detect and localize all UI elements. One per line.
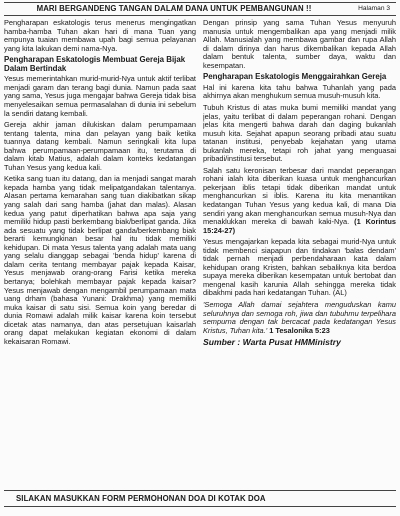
page-number: Halaman 3 bbox=[358, 5, 390, 12]
right-intro-paragraph: Dengan prinsip yang sama Tuhan Yesus menyuruh manusia untuk mengembalikan apa yang menjadi milik Allah. Manusialah yang membawa gambar dan rupa Allah di dalam dirinya dan harus dikembalikan kepada Allah dalam bentuk talenta, sumber daya, waktu dan kesempatan. bbox=[203, 19, 396, 70]
right-paragraph-1: Hal ini karena kita tahu bahwa Tuhanlah yang pada akhirnya akan menghukum semua musuh-musuh kita. bbox=[203, 82, 396, 101]
closing-quote bbox=[203, 301, 396, 335]
page-footer bbox=[4, 490, 396, 507]
quote-reference: 1 Tesalonika 5:23 bbox=[269, 325, 330, 335]
right-paragraph-4: Yesus mengajarkan kepada kita sebagai murid-Nya untuk tidak membenci siapapun dan tindakan 'balas dendam' tidak pernah menjadi perbendaharaan kata dalam kehidupan orang Kristen, bahkan sebaliknya kita berdoa supaya mereka diberikan kesempatan untuk bertobat dan mengenal kasih karunia Allah sehingga mereka tidak dibakhmi pada hari kedatangan Tuhan. (AL) bbox=[203, 237, 396, 298]
left-section-heading: Pengharapan Eskatologis Membuat Gereja Bijak Dalam Bertindak bbox=[4, 55, 186, 73]
left-paragraph-2: Gereja akhir jaman dilukiskan dalam perumpamaan tentang talenta, mina dan pelayan yang baik ketika tuannya datang kembali. Namun seringkali kita lupa bahwa perumpamaan-perumpamaan itu, terutama di dalam kitab Matius, adalah dalam konteks kedatangan Tuhan Yesus yang kedua kali. bbox=[4, 120, 196, 172]
quote-text: 'Semoga Allah damai sejahtera menguduskan kamu seluruhnya dan semoga roh, jiwa dan tubuhmu terpelihara sempurna dengan tak bercacat pada kedatangan Yesus Kristus, Tuhan kita.' bbox=[203, 300, 396, 335]
right-paragraph-3-text: Salah satu keronisan terbesar dari mandat peperangan rohani ialah kita diberikan kuasa untuk menghancurkan pekerjaan iblis tetapi tidak diberikan mandat untuk menghancurkan si iblis. Karena itu kita menantikan kedatangan Tuhan Yesus yang kedua kali, di mana Dia sendiri yang akan menghancurkan semua musuh-Nya dan menaklukkan mereka di bawah kaki-Nya. bbox=[203, 165, 396, 227]
right-paragraph-2: Tubuh Kristus di atas muka bumi memiliki mandat yang jelas, yaitu terlibat di dalam peperangan rohani. Dengan jelas kita mengerti bahwa darah dan daging bukanlah musuh kita. Sejahat apapun seorang pribadi atau suatu tatanan institusi, penyebab kejahatan yang utama bukanlah mereka, tetapi roh jahat yang menguasai pribadi/institusi tersebut. bbox=[203, 102, 396, 164]
left-paragraph-3: Ketika sang tuan itu datang, dan ia menjadi sangat marah kepada hamba yang tidak melipatgandakan talentanya. Alasan pertama kemarahan sang tuan diakibatkan sikap yang salah dari sang hamba (jahat dan malas). Alasan kedua yang patut diperhatikan bahwa apa saja yang memiliki hidup pasti berkembang biak/berlipat ganda. Jika ada sesuatu yang tidak berlipat ganda/berkembang biak berarti kemungkinan besar hal itu tidak memiliki kehidupan. Di mata Yesus talenta yang adalah mata uang yang selalu dianggap sebagai 'benda hidup' karena di dalam cerita tentang membayar pajak kepada Kaisar, Yesus menjawab orang-orang Farisi ketika mereka bertanya; bolehkah membayar pajak kepada kaisar? Yesus menjawab dengan mengambil perumpamaan mata uang drham (bahasa Yunani: Drakhma) yang memiliki muka kaisar di satu sisi. Semua koin yang beredar di dunia Romawi adalah milik kaisar karena koin tersebut dicetak atas namanya, dan atas persetujuan kaisarlah orang dapat melakukan kegiatan ekonomi di dalam kekaisaran Romawi. bbox=[4, 174, 196, 346]
source-credit: Sumber : Warta Pusat HMMinistry bbox=[203, 337, 341, 348]
left-paragraph-1: Yesus memerintahkan murid-murid-Nya untuk aktif terlibat menjadi garam dan terang bagi dunia. Namun pada saat yang sama, Yesus juga mengajar bahwa Gereja tidak bisa menyelesaikan semua permasalahan di dunia ini sebelum la sendiri datang kembali. bbox=[4, 74, 196, 118]
scripture-reference: (1 Korintus 15:24-27) bbox=[203, 217, 396, 235]
left-column bbox=[4, 19, 196, 481]
right-section-heading: Pengharapan Eskatologis Menggairahkan Gereja bbox=[203, 72, 387, 82]
footer-notice: SILAKAN MASUKKAN FORM PERMOHONAN DOA DI KOTAK DOA bbox=[16, 494, 266, 503]
header-title: MARI BERGANDENG TANGAN DALAM DANA UNTUK PEMBANGUNAN !! bbox=[36, 4, 312, 13]
right-paragraph-3 bbox=[203, 167, 396, 235]
right-column bbox=[203, 19, 396, 481]
page-header bbox=[4, 2, 396, 16]
left-intro-paragraph: Pengharapan eskatologis terus menerus mengingatkan hamba-hamba Tuhan akan hari di mana Tuan yang empunya tuaian membawa upah bagi semua pelayanan yang kita lakukan demi nama-Nya. bbox=[4, 19, 196, 53]
